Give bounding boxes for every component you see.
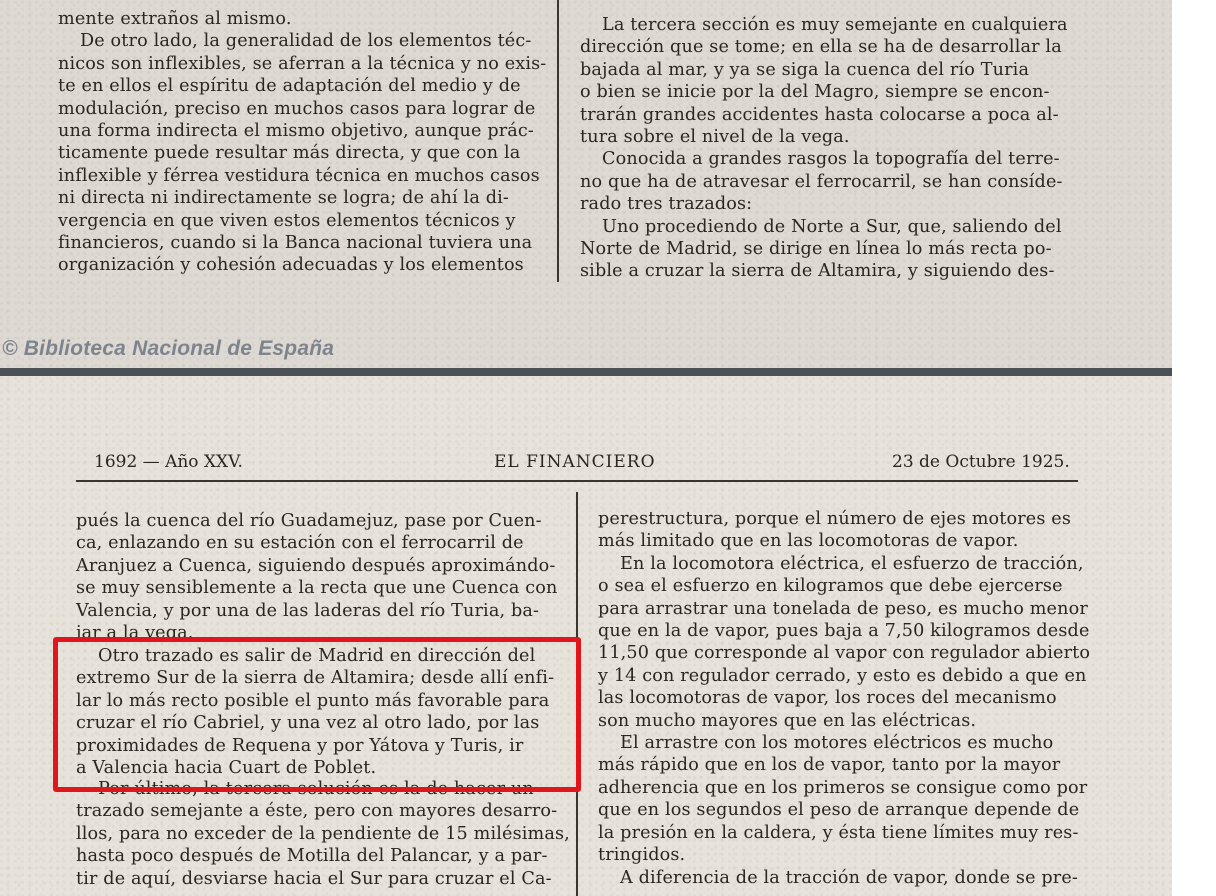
text-line: lar lo más recto posible el punto más favorable para — [76, 690, 550, 711]
page-number: 1692 — Año XXV. — [94, 452, 243, 472]
text-line: rado tres trazados: — [580, 194, 753, 215]
text-line: tringidos. — [598, 845, 686, 866]
text-line: adherencia que en los primeros se consigue como por — [598, 777, 1088, 798]
top-column-rule — [557, 0, 559, 282]
text-line: A diferencia de la tracción de vapor, donde se pre- — [620, 867, 1078, 888]
text-line: modulación, preciso en muchos casos para lograr de — [58, 98, 536, 119]
bottom-left-column-before — [76, 510, 557, 644]
text-line: Norte de Madrid, se dirige en línea lo más recta po- — [580, 239, 1052, 260]
text-line: Otro trazado es salir de Madrid en dirección del — [98, 646, 536, 666]
text-line: o sea el esfuerzo en kilogramos que debe ejercerse — [598, 576, 1063, 597]
text-line: ca, enlazando en su estación con el ferrocarril de — [76, 533, 524, 554]
text-line: las locomotoras de vapor, los roces del mecanismo — [598, 688, 1057, 709]
text-line: De otro lado, la generalidad de los elementos téc- — [80, 31, 532, 52]
text-line: ticamente puede resultar más directa, y que con la — [58, 143, 521, 164]
text-line: tura sobre el nivel de la vega. — [580, 127, 850, 148]
top-page-scan — [0, 0, 1172, 368]
text-line: En la locomotora eléctrica, el esfuerzo de tracción, — [620, 553, 1084, 574]
text-line: Por último, la tercera solución es la de hacer un — [98, 779, 534, 799]
text-line: a Valencia hacia Cuart de Poblet. — [76, 758, 377, 779]
text-line: financieros, cuando si la Banca nacional tuviera una — [58, 233, 533, 254]
bottom-right-column — [598, 508, 1090, 889]
text-line: La tercera sección es muy semejante en cualquiera — [602, 15, 1068, 35]
header-rule — [76, 480, 1078, 482]
text-line: para arrastrar una tonelada de peso, es mucho menor — [598, 598, 1088, 619]
text-line: que en la de vapor, pues baja a 7,50 kilogramos desde — [598, 621, 1090, 642]
text-line: pués la cuenca del río Guadamejuz, pase por Cuen- — [76, 511, 542, 531]
text-line: te en ellos el espíritu de adaptación del medio y de — [58, 76, 521, 97]
scan-divider — [0, 368, 1172, 376]
text-line: no que ha de atravesar el ferrocarril, se han consíde- — [580, 171, 1063, 192]
text-line: nicos son inflexibles, se aferran a la técnica y no exis- — [58, 53, 547, 74]
text-line: más limitado que en las locomotoras de vapor. — [598, 531, 1019, 552]
issue-date: 23 de Octubre 1925. — [892, 452, 1070, 472]
library-watermark: © Biblioteca Nacional de España — [2, 337, 335, 360]
text-line: trazado semejante a éste, pero con mayores desarro- — [76, 801, 558, 822]
text-line: perestructura, porque el número de ejes motores es — [598, 509, 1072, 529]
text-line: extremo Sur de la sierra de Altamira; desde allí enfi- — [76, 668, 555, 689]
text-line: sible a cruzar la sierra de Altamira, y siguiendo des- — [580, 261, 1055, 282]
text-line: mente extraños al mismo. — [58, 9, 292, 29]
top-left-column — [58, 8, 546, 277]
text-line: tir de aquí, desviarse hacia el Sur para cruzar el Ca- — [76, 868, 552, 889]
top-right-column — [580, 14, 1068, 283]
text-line: ni directa ni indirectamente se logra; de ahí la di- — [58, 188, 509, 209]
text-line: Aranjuez a Cuenca, siguiendo después aproximándo- — [76, 555, 556, 576]
text-line: son mucho mayores que en las eléctricas. — [598, 710, 977, 731]
text-line: se muy sensiblemente a la recta que une Cuenca con — [76, 578, 558, 599]
red-highlight-box — [53, 637, 581, 792]
text-line: inflexible y férrea vestidura técnica en muchos casos — [58, 165, 540, 186]
bottom-left-column-after — [76, 778, 570, 890]
text-line: dirección que se tome; en ella se ha de desarrollar la — [580, 37, 1062, 58]
text-line: hasta poco después de Motilla del Palancar, y a par- — [76, 846, 548, 867]
text-line: Conocida a grandes rasgos la topografía del terre- — [602, 149, 1060, 170]
text-line: El arrastre con los motores eléctricos es mucho — [620, 733, 1054, 754]
text-line: la presión en la caldera, y ésta tiene límites muy res- — [598, 822, 1079, 843]
text-line: vergencia en que viven estos elementos técnicos y — [58, 210, 516, 231]
text-line: organización y cohesión adecuadas y los elementos — [58, 255, 524, 276]
text-line: Valencia, y por una de las laderas del río Turia, ba- — [76, 600, 540, 621]
text-line: más rápido que en los de vapor, tanto por la mayor — [598, 755, 1061, 776]
text-line: llos, para no exceder de la pendiente de 15 milésimas, — [76, 823, 570, 844]
text-line: y 14 con regulador cerrado, y esto es debido a que en — [598, 665, 1087, 686]
text-line: bajada al mar, y ya se siga la cuenca del río Turia — [580, 59, 1030, 80]
journal-title: EL FINANCIERO — [494, 452, 656, 472]
text-line: Uno procediendo de Norte a Sur, que, saliendo del — [602, 216, 1062, 237]
text-line: 11,50 que corresponde al vapor con regulador abierto — [598, 643, 1091, 664]
text-line: o bien se inicie por la del Magro, siempre se encon- — [580, 82, 1050, 103]
text-line: jar a la vega. — [76, 623, 194, 644]
text-line: cruzar el río Cabriel, y una vez al otro lado, por las — [76, 713, 540, 734]
text-line: que en los segundos el peso de arranque depende de — [598, 800, 1080, 821]
text-line: trarán grandes accidentes hasta colocarse a poca al- — [580, 104, 1059, 125]
text-line: proximidades de Requena y por Yátova y Turis, ir — [76, 735, 524, 756]
text-line: una forma indirecta el mismo objetivo, aunque prác- — [58, 121, 535, 142]
